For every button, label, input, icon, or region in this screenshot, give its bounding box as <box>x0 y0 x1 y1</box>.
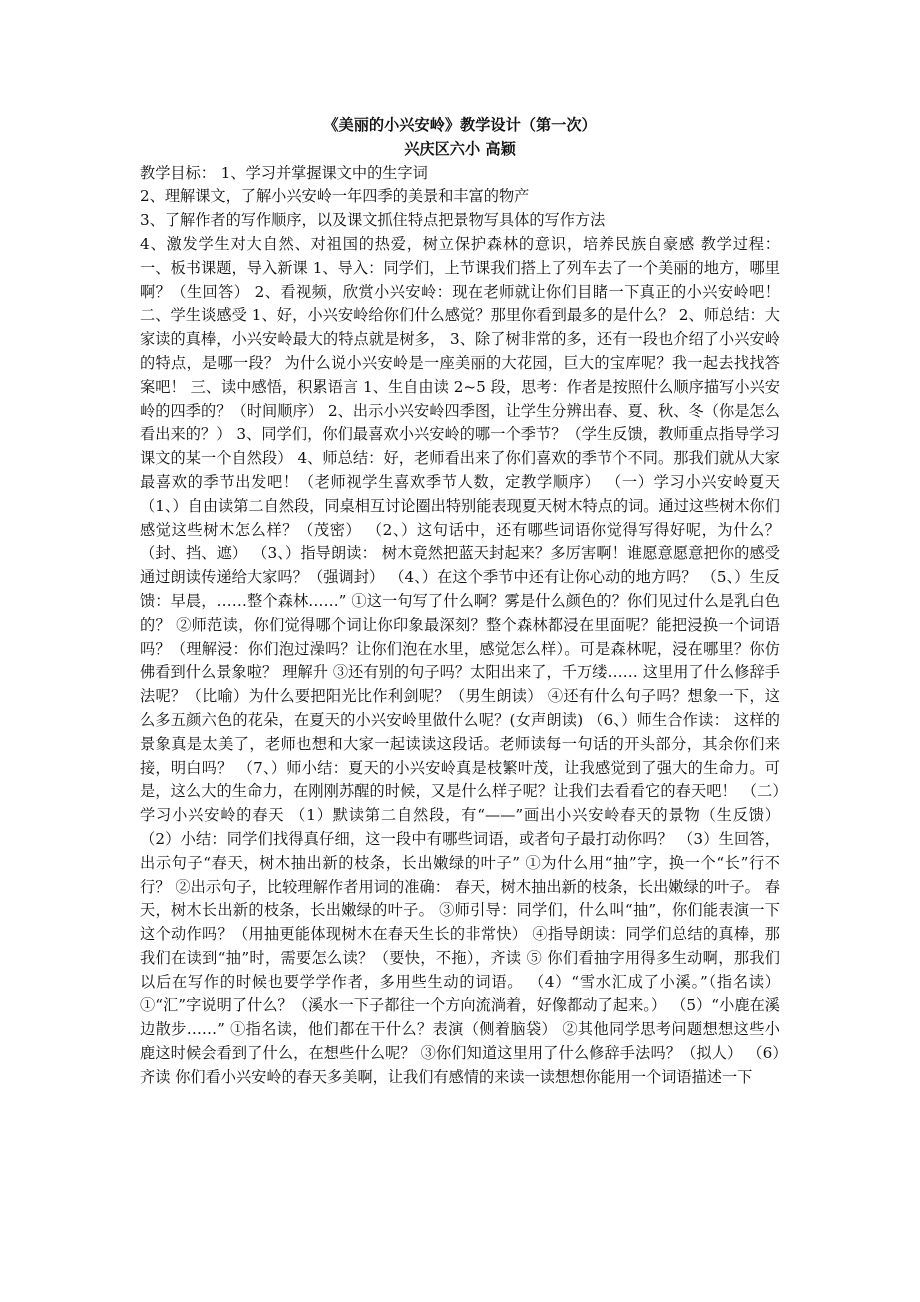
document-author: 兴庆区六小 高颖 <box>404 139 516 158</box>
paragraph-objective-3: 3、了解作者的写作顺序，以及课文抓住特点把景物写具体的写作方法 <box>140 211 606 230</box>
document-body <box>140 114 780 1090</box>
paragraph-body: 4、激发学生对大自然、对祖国的热爱，树立保护森林的意识，培养民族自豪感 教学过程： 一、板书课题，导入新课 1、导入：同学们，上节课我们搭上了列车去了一个美丽的地方，哪里啊？（生回答） 2、看视频，欣赏小兴安岭：现在老师就让你们目睹一下真正的小兴安岭吧！ 二、学生谈感受 1、好，小兴安岭给你们什么感觉？那里你看到最多的是什么？ 2、师总结：大家读的真棒，小兴安岭最大的特点就是树多， 3、除了树非常的多，还有一段也介绍了小兴安岭的特点，是哪一段？ 为什么说小兴安岭是一座美丽的大花园，巨大的宝库呢？我一起去找找答案吧！ 三、读中感悟，积累语言 1、生自由读 2~5 段，思考：作者是按照什么顺序描写小兴安岭的四季的？（时间顺序） 2、出示小兴安岭四季图，让学生分辨出春、夏、秋、冬（你是怎么看出来的？） 3、同学们，你们最喜欢小兴安岭的哪一个季节？（学生反馈，教师重点指导学习课文的某一个自然段） 4、师总结：好，老师看出来了你们喜欢的季节个不同。那我们就从大家最喜欢的季节出发吧！（老师视学生喜欢季节人数，定教学顺序） （一）学习小兴安岭夏天 （1、）自由读第二自然段，同桌相互讨论圈出特别能表现夏天树木特点的词。通过这些树木你们感觉这些树木怎么样？（茂密） （2、）这句话中，还有哪些词语你觉得写得好呢，为什么？（封、挡、遮） （3、）指导朗读： 树木竟然把蓝天封起来？多厉害啊！谁愿意愿意把你的感受通过朗读传递给大家吗？（强调封） （4、）在这个季节中还有让你心动的地方吗？ （5、）生反馈：早晨，……整个森林……” ①这一句写了什么啊？雾是什么颜色的？你们见过什么是乳白色的？ ②师范读，你们觉得哪个词让你印象最深刻？整个森林都浸在里面呢？能把浸换一个词语吗？（理解浸：你们泡过澡吗？让你们泡在水里，感觉怎么样）。可是森林呢，浸在哪里？你仿佛看到什么景象啦？ 理解升 ③还有别的句子吗？太阳出来了，千万缕…… 这里用了什么修辞手法呢？（比喻）为什么要把阳光比作利剑呢？（男生朗读） ④还有什么句子吗？想象一下，这么多五颜六色的花朵，在夏天的小兴安岭里做什么呢？(女声朗读) （6、）师生合作读： 这样的景象真是太美了，老师也想和大家一起读读这段话。老师读每一句话的开头部分，其余你们来接，明白吗？ （7、）师小结：夏天的小兴安岭真是枝繁叶茂，让我感觉到了强大的生命力。可是，这么大的生命力，在刚刚苏醒的时候，又是什么样子呢？让我们去看看它的春天吧！ （二）学习小兴安岭的春天 （1）默读第二自然段，有“——”画出小兴安岭春天的景物（生反馈） （2）小结：同学们找得真仔细，这一段中有哪些词语，或者句子最打动你吗？ （3）生回答，出示句子“春天，树木抽出新的枝条，长出嫩绿的叶子” ①为什么用“抽”字，换一个“长”行不行？ ②出示句子，比较理解作者用词的准确： 春天，树木抽出新的枝条，长出嫩绿的叶子。 春天，树木长出新的枝条，长出嫩绿的叶子。 ③师引导：同学们，什么叫“抽”，你们能表演一下这个动作吗？（用抽更能体现树木在春天生长的非常快） ④指导朗读：同学们总结的真棒，那我们在读到“抽”时，需要怎么读？（要快，不拖），齐读 ⑤ 你们看抽字用得多生动啊，那我们以后在写作的时候也要学学作者，多用些生动的词语。 （4）“雪水汇成了小溪。”（指名读） ①“汇”字说明了什么？（溪水一下子都往一个方向流淌着，好像都动了起来。） （5）“小鹿在溪边散步……” ①指名读，他们都在干什么？表演（侧着脑袋） ②其他同学思考问题想想这些小鹿这时候会看到了什么，在想些什么呢？ ③你们知道这里用了什么修辞手法吗？（拟人） （6）齐读 你们看小兴安岭的春天多美啊，让我们有感情的来读一读想想你能用一个词语描述一下 <box>140 234 780 1086</box>
paragraph-objective-1: 教学目标： 1、学习并掌握课文中的生字词 <box>140 163 428 182</box>
document-title: 《美丽的小兴安岭》教学设计（第一次） <box>323 116 597 134</box>
paragraph-objective-2: 2、理解课文，了解小兴安岭一年四季的美景和丰富的物产 <box>140 187 530 206</box>
